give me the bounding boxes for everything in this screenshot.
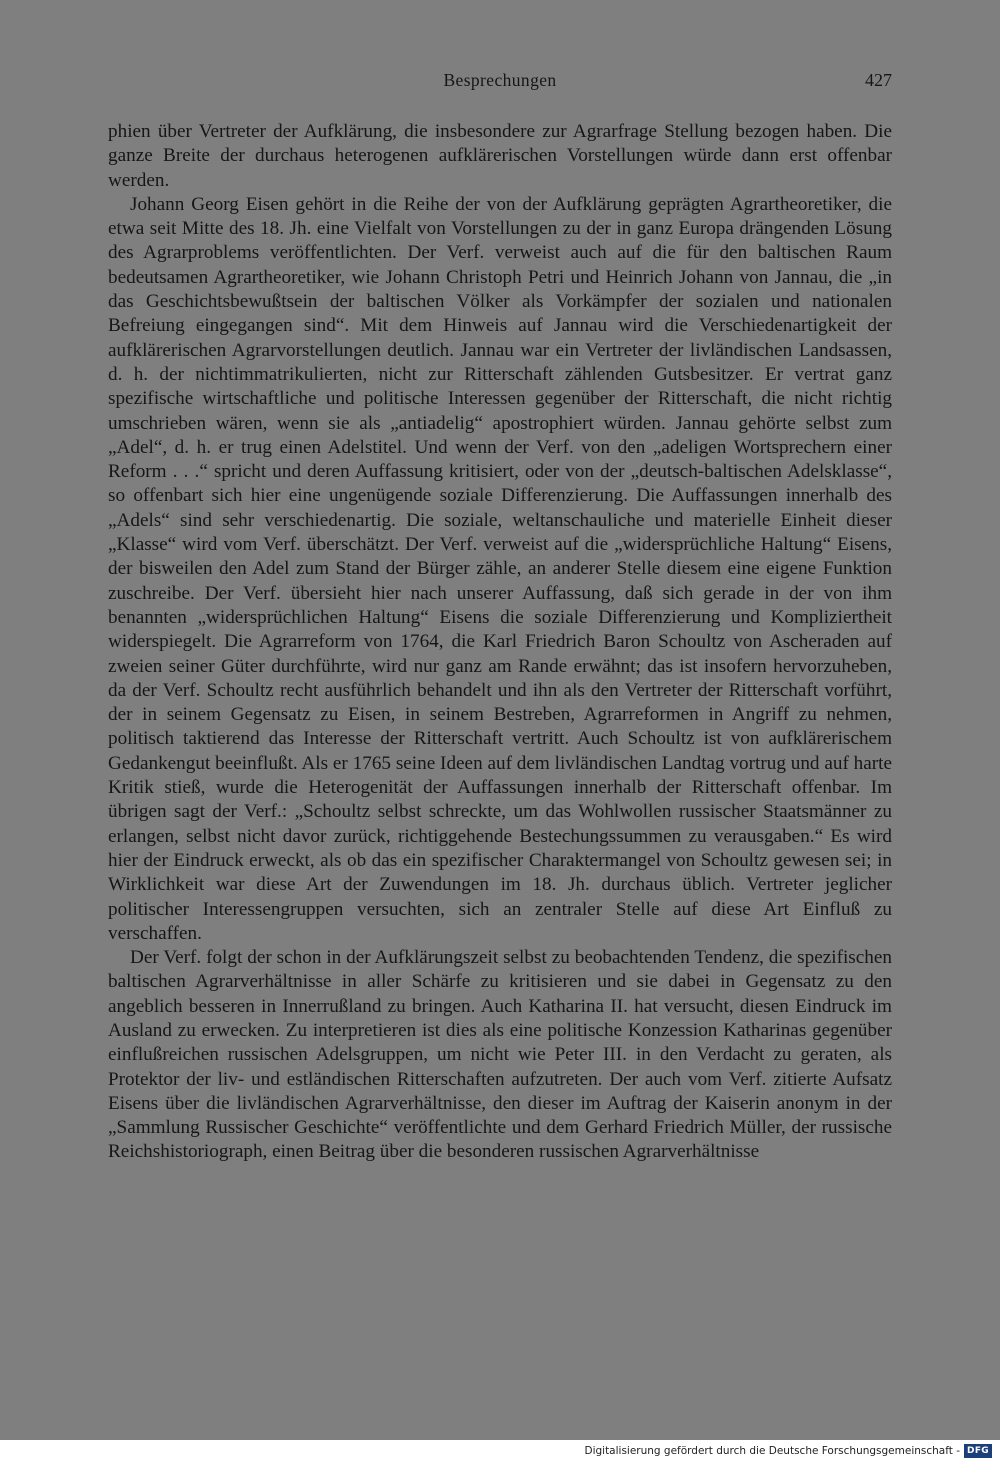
running-head [108, 70, 892, 94]
footer-credit: Digitalisierung gefördert durch die Deutsche Forschungsgemeinschaft - [584, 1445, 960, 1457]
paragraph-baltic-agrarian: Der Verf. folgt der schon in der Aufklärungszeit selbst zu beobachtenden Tendenz, die spezifischen baltischen Agrarverhältnisse in aller Schärfe zu kritisieren und sie dabei in Gegensatz zu den angeblich besseren in Innerrußland zu bringen. Auch Katharina II. hat versucht, diesen Eindruck im Ausland zu erwecken. Zu interpretieren ist dies als eine politische Konzession Katharinas gegenüber einflußreichen russischen Adelsgruppen, um nicht wie Peter III. in den Verdacht zu geraten, als Protektor der liv- und estländischen Ritterschaften aufzutreten. Der auch vom Verf. zitierte Aufsatz Eisens über die livländischen Agrarverhältnisse, den dieser im Auftrag der Kaiserin anonym in der „Sammlung Russischer Geschichte“ veröffentlichte und dem Gerhard Friedrich Müller, der russische Reichshistoriograph, einen Beitrag über die besonderen russischen Agrarverhältnisse [108, 947, 892, 1163]
page-number: 427 [865, 70, 892, 90]
paragraph-eisen: Johann Georg Eisen gehört in die Reihe der von der Aufklärung geprägten Agrartheoretiker, die etwa seit Mitte des 18. Jh. eine Vielfalt von Vorstellungen zu der in ganz Europa drängenden Lösung des Agrarproblems veröffentlichten. Der Verf. verweist auch auf die für den baltischen Raum bedeutsamen Agrartheoretiker, wie Johann Christoph Petri und Heinrich Johann von Jannau, die „in das Geschichtsbewußtsein der baltischen Völker als Vorkämpfer der sozialen und nationalen Befreiung eingegangen sind“. Mit dem Hinweis auf Jannau wird die Verschiedenartigkeit der aufklärerischen Agrarvorstellungen deutlich. Jannau war ein Vertreter der livländischen Landsassen, d. h. der nichtimmatrikulierten, nicht zur Ritterschaft zählenden Gutsbesitzer. Er vertrat ganz spezifische wirtschaftliche und politische Interessen gegenüber der Ritterschaft, die nicht richtig umschrieben wären, wenn sie als „antiadelig“ apostrophiert würden. Jannau gehörte selbst zum „Adel“, d. h. er trug einen Adelstitel. Und wenn der Verf. von den „adeligen Wortsprechern einer Reform . . .“ spricht und deren Auffassung kritisiert, oder von der „deutsch-baltischen Adelsklasse“, so offenbart sich hier eine ungenügende soziale Differenzierung. Die Auffassungen innerhalb des „Adels“ sind sehr verschiedenartig. Die soziale, weltanschauliche und materielle Einheit dieser „Klasse“ wird vom Verf. überschätzt. Der Verf. verweist auf die „widersprüchliche Haltung“ Eisens, der bisweilen den Adel zum Stand der Bürger zähle, an anderer Stelle diesem eine eigene Funktion zuschreibe. Der Verf. übersieht hier nach unserer Auffassung, daß sich gerade in der von ihm benannten „widersprüchlichen Haltung“ Eisens die soziale Differenzierung und Kompliziertheit widerspiegelt. Die Agrarreform von 1764, die Karl Friedrich Baron Schoultz von Ascheraden auf zweien seiner Güter durchführte, wird nur ganz am Rande erwähnt; das ist insofern hervorzuheben, da der Verf. Schoultz recht ausführlich behandelt und ihn als den Vertreter der Ritterschaft vorführt, der in seinem Gegensatz zu Eisen, in seinem Bestreben, Agrarreformen in Angriff zu nehmen, politisch taktierend das Interesse der Ritterschaft vertritt. Auch Schoultz ist von aufklärerischem Gedankengut beeinflußt. Als er 1765 seine Ideen auf dem livländischen Landtag vortrug und auf harte Kritik stieß, wurde die Heterogenität der Auffassungen innerhalb der Ritterschaft offenbar. Im übrigen sagt der Verf.: „Schoultz selbst schreckte, um das Wohlwollen russischer Staatsmänner zu erlangen, selbst nicht davor zurück, richtiggehende Bestechungssummen zu verausgaben.“ Es wird hier der Eindruck erweckt, als ob das ein spezifischer Charaktermangel von Schoultz gewesen sei; in Wirklichkeit war diese Art der Zuwendungen im 18. Jh. durchaus üblich. Vertreter jeglicher politischer Interessengruppen versuchten, sich an zentraler Stelle auf diese Art Einfluß zu verschaffen. [108, 193, 892, 944]
body-text [108, 120, 892, 1165]
digitization-footer [0, 1440, 1000, 1462]
paragraph-continuation: phien über Vertreter der Aufklärung, die insbesondere zur Agrarfrage Stellung bezogen haben. Die ganze Breite der durchaus heterogenen aufklärerischen Vorstellungen würde dann erst offenbar werden. [108, 121, 892, 191]
running-title: Besprechungen [443, 70, 557, 90]
dfg-logo: DFG [964, 1444, 992, 1458]
